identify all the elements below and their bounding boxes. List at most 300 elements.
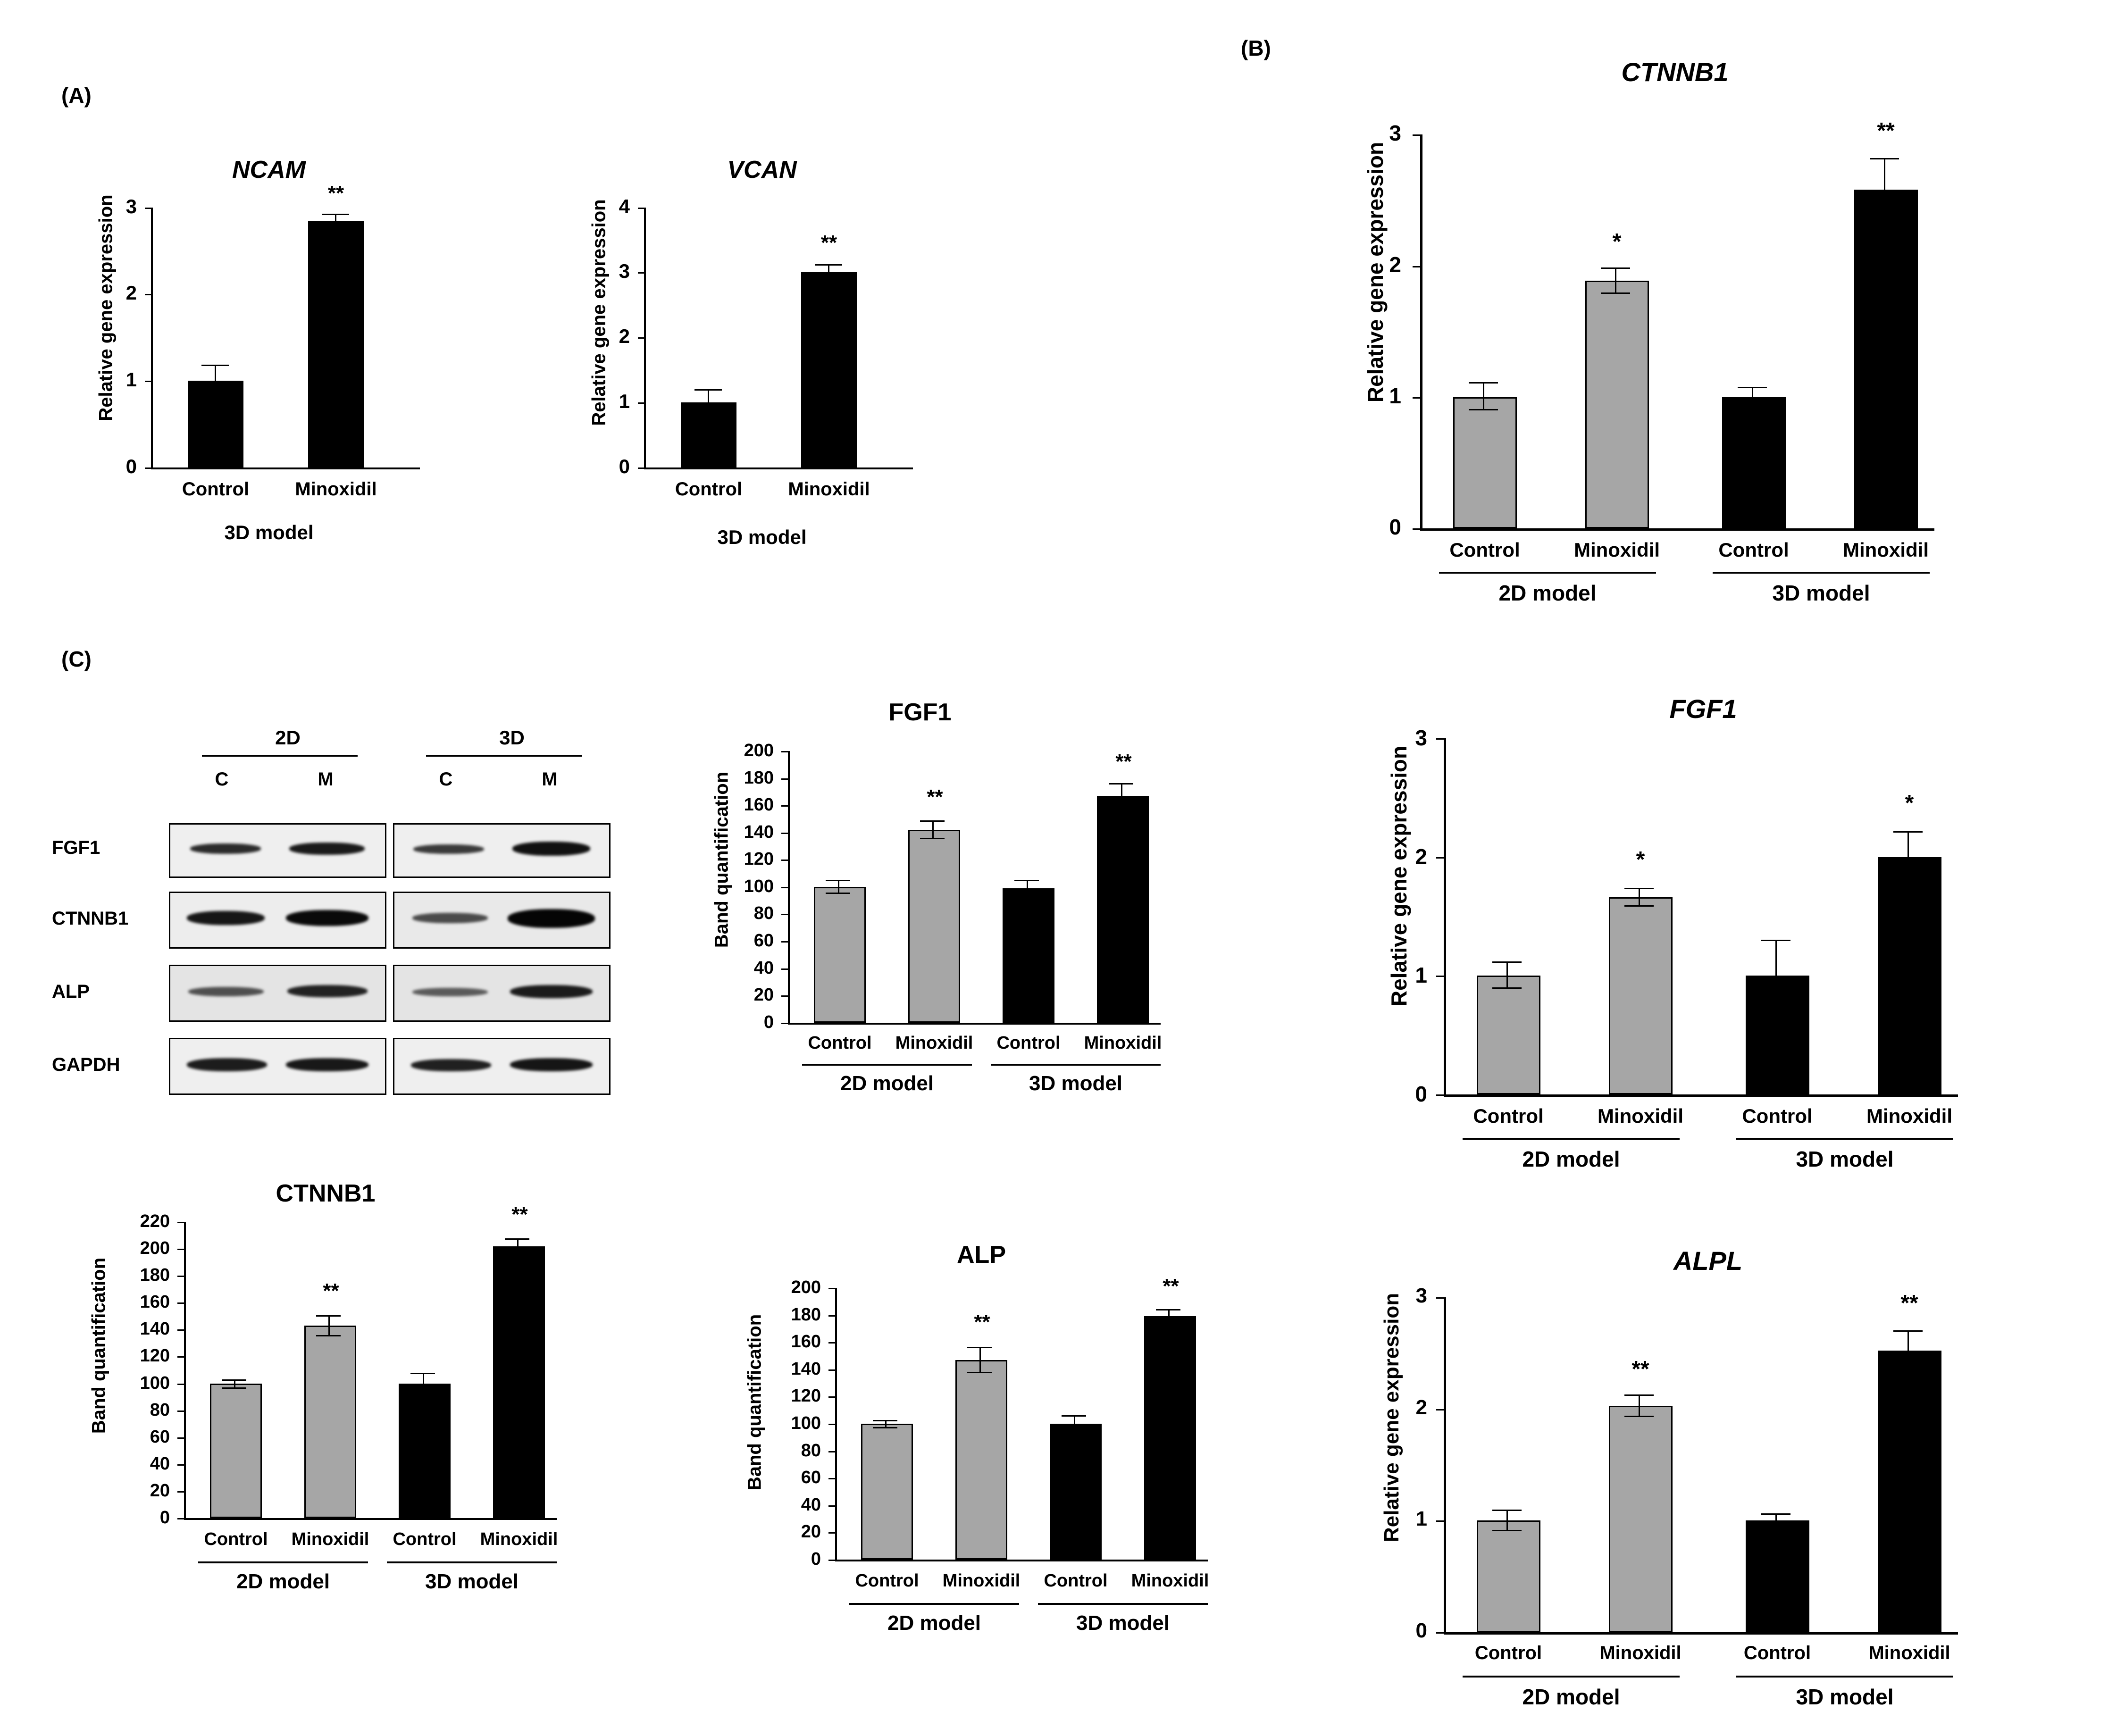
error-cap xyxy=(1156,1322,1180,1323)
error-cap xyxy=(920,838,945,839)
y-tick xyxy=(177,1249,184,1250)
group-rule xyxy=(1463,1676,1680,1678)
y-tick-label: 20 xyxy=(150,1481,170,1501)
error-cap xyxy=(1062,1431,1086,1432)
y-tick-label: 2 xyxy=(1389,252,1401,277)
error-bar xyxy=(1775,940,1777,1011)
error-bar xyxy=(1483,382,1484,410)
y-tick xyxy=(1436,738,1445,740)
x-tick-label: Control xyxy=(182,479,250,500)
error-cap xyxy=(316,1335,341,1336)
error-cap xyxy=(826,880,850,881)
group-rule xyxy=(198,1561,368,1563)
blot-band xyxy=(512,842,590,856)
group-label: 2D model xyxy=(840,1072,934,1095)
panel-letter-c: (C) xyxy=(61,647,92,671)
group-rule xyxy=(802,1064,972,1066)
group-label: 3D model xyxy=(1076,1611,1170,1635)
y-tick-label: 220 xyxy=(140,1211,170,1231)
y-tick xyxy=(1436,1409,1445,1410)
y-tick xyxy=(177,1437,184,1439)
x-tick-label: Minoxidil xyxy=(1843,539,1929,561)
error-cap xyxy=(1492,961,1522,963)
y-tick xyxy=(1436,1632,1445,1634)
y-tick-label: 200 xyxy=(791,1277,821,1297)
x-tick-label: Control xyxy=(204,1529,268,1549)
y-tick-label: 3 xyxy=(125,195,137,217)
chart-title: VCAN xyxy=(727,156,797,184)
error-bar xyxy=(335,214,336,230)
error-cap xyxy=(322,214,349,215)
blot-band-box-fgf1-2d xyxy=(169,823,386,878)
y-axis-label: Relative gene expression xyxy=(1387,745,1411,1007)
chart-fgf1-qpcr xyxy=(1302,693,2104,1189)
error-cap xyxy=(1738,387,1767,388)
significance-marker: * xyxy=(1905,791,1914,816)
error-cap xyxy=(222,1387,246,1389)
group-label: 2D model xyxy=(1498,581,1597,605)
y-tick-label: 120 xyxy=(791,1386,821,1406)
x-tick-label: Minoxidil xyxy=(480,1529,558,1549)
y-tick xyxy=(828,1560,835,1561)
y-tick-label: 0 xyxy=(763,1012,774,1032)
y-tick xyxy=(177,1464,184,1466)
group-label: 2D model xyxy=(1522,1147,1620,1171)
x-axis xyxy=(184,1518,557,1520)
error-cap xyxy=(1624,888,1654,889)
x-tick-label: Control xyxy=(1718,539,1789,561)
y-tick xyxy=(1413,528,1421,530)
panel-letter-b: (B) xyxy=(1241,36,1271,60)
bar xyxy=(493,1246,545,1518)
error-bar xyxy=(1168,1309,1170,1323)
blot-row-label-gapdh: GAPDH xyxy=(52,1054,120,1075)
error-cap xyxy=(410,1373,435,1374)
y-tick xyxy=(1436,857,1445,859)
y-axis-label: Relative gene expression xyxy=(588,199,610,426)
y-tick-label: 0 xyxy=(1415,1619,1427,1642)
error-cap xyxy=(967,1372,992,1373)
blot-band-box-gapdh-3d xyxy=(393,1038,611,1095)
y-tick xyxy=(1436,1297,1445,1299)
y-tick-label: 2 xyxy=(125,282,137,304)
y-tick-label: 80 xyxy=(753,903,774,923)
y-tick xyxy=(638,467,644,469)
y-tick-label: 1 xyxy=(125,368,137,391)
x-tick-label: Minoxidil xyxy=(1866,1105,1952,1127)
error-cap xyxy=(1738,405,1767,407)
y-axis xyxy=(1444,738,1446,1097)
error-cap xyxy=(1492,1510,1522,1511)
y-tick-label: 1 xyxy=(1415,1507,1427,1530)
y-tick-label: 0 xyxy=(159,1508,170,1527)
error-cap xyxy=(1014,880,1039,881)
error-bar xyxy=(1752,387,1753,407)
error-cap xyxy=(1601,267,1630,269)
y-tick-label: 40 xyxy=(150,1454,170,1474)
y-tick xyxy=(781,887,788,888)
chart-ctnnb1-qpcr xyxy=(1274,57,2076,646)
y-tick-label: 4 xyxy=(619,195,630,217)
x-tick-label: Minoxidil xyxy=(1131,1571,1209,1591)
y-tick xyxy=(781,995,788,997)
y-tick xyxy=(828,1532,835,1534)
significance-marker: ** xyxy=(1900,1291,1918,1316)
y-axis-label: Band quantification xyxy=(744,1314,765,1491)
blot-band xyxy=(190,843,261,854)
error-cap xyxy=(1761,940,1790,941)
error-cap xyxy=(815,264,842,266)
y-tick xyxy=(781,941,788,943)
y-tick-label: 80 xyxy=(801,1441,821,1461)
error-cap xyxy=(201,365,229,366)
error-cap xyxy=(1601,292,1630,294)
error-bar xyxy=(423,1373,424,1394)
y-tick xyxy=(177,1222,184,1223)
y-tick-label: 1 xyxy=(1415,963,1427,987)
significance-marker: ** xyxy=(1877,118,1895,143)
y-tick xyxy=(145,208,151,209)
error-cap xyxy=(1014,895,1039,897)
y-tick xyxy=(828,1288,835,1289)
error-cap xyxy=(1109,806,1133,808)
error-bar xyxy=(708,389,709,409)
error-cap xyxy=(1893,1370,1923,1372)
bar xyxy=(908,830,960,1023)
y-tick-label: 0 xyxy=(811,1549,821,1569)
bar xyxy=(210,1384,262,1518)
x-axis xyxy=(835,1560,1208,1561)
blot-band xyxy=(412,913,488,923)
y-axis xyxy=(151,208,153,469)
chart-alp-band xyxy=(684,1241,1297,1712)
y-tick xyxy=(145,294,151,295)
y-tick-label: 40 xyxy=(801,1495,821,1515)
bar xyxy=(955,1360,1007,1560)
chart-title: CTNNB1 xyxy=(1621,57,1729,87)
x-tick-label: Control xyxy=(675,479,743,500)
x-tick-label: Control xyxy=(996,1033,1061,1053)
y-tick xyxy=(828,1424,835,1425)
y-tick-label: 100 xyxy=(140,1373,170,1393)
y-tick xyxy=(781,1023,788,1024)
error-bar xyxy=(1907,1330,1909,1372)
y-axis xyxy=(835,1288,837,1561)
group-rule xyxy=(1439,572,1656,574)
chart-title: FGF1 xyxy=(888,699,952,726)
y-tick xyxy=(177,1518,184,1519)
error-bar xyxy=(1506,1510,1508,1531)
significance-marker: ** xyxy=(511,1203,528,1226)
x-tick-label: Control xyxy=(1473,1105,1544,1127)
y-tick-label: 120 xyxy=(744,849,774,869)
error-cap xyxy=(1870,158,1899,159)
chart-title: CTNNB1 xyxy=(276,1180,376,1207)
y-tick xyxy=(781,914,788,915)
blot-band-box-ctnnb1-2d xyxy=(169,892,386,949)
y-tick xyxy=(828,1478,835,1479)
bar xyxy=(861,1424,913,1560)
error-cap xyxy=(694,408,722,409)
x-tick-label: Control xyxy=(393,1529,457,1549)
x-axis xyxy=(151,467,420,469)
blot-row-label-alp: ALP xyxy=(52,981,90,1002)
x-tick-label: Minoxidil xyxy=(1598,1105,1683,1127)
error-cap xyxy=(1469,382,1498,384)
significance-marker: ** xyxy=(1163,1275,1179,1298)
error-cap xyxy=(222,1379,246,1381)
error-cap xyxy=(1062,1415,1086,1417)
blot-col-rule-3d xyxy=(426,755,582,757)
y-tick-label: 3 xyxy=(619,260,630,282)
y-tick-label: 2 xyxy=(619,325,630,347)
error-bar xyxy=(517,1238,519,1255)
blot-band xyxy=(187,911,265,925)
bar xyxy=(399,1384,451,1518)
group-rule xyxy=(1736,1138,1953,1140)
y-tick-label: 3 xyxy=(1415,726,1427,750)
bar xyxy=(681,402,736,467)
y-axis-label: Relative gene expression xyxy=(95,194,117,421)
group-label: 2D model xyxy=(1522,1685,1620,1709)
y-tick xyxy=(781,860,788,861)
y-tick-label: 60 xyxy=(150,1427,170,1447)
group-rule xyxy=(1463,1138,1680,1140)
x-axis xyxy=(788,1023,1161,1025)
y-tick-label: 140 xyxy=(140,1319,170,1339)
blot-band-box-gapdh-2d xyxy=(169,1038,386,1095)
y-tick-label: 60 xyxy=(753,931,774,951)
error-cap xyxy=(920,820,945,822)
group-label: 3D model xyxy=(1772,581,1870,605)
error-cap xyxy=(1761,1513,1790,1515)
bar xyxy=(304,1326,356,1518)
y-tick-label: 120 xyxy=(140,1346,170,1366)
y-tick xyxy=(781,805,788,807)
x-tick-label: Minoxidil xyxy=(1599,1643,1682,1663)
x-axis-label: 3D model xyxy=(224,521,314,543)
y-tick-label: 3 xyxy=(1389,121,1401,145)
blot-lane-header-2d-c: C xyxy=(215,769,229,790)
bar xyxy=(1854,190,1918,528)
bar xyxy=(1585,281,1649,528)
significance-marker: ** xyxy=(927,785,943,809)
bar xyxy=(1609,1406,1673,1632)
x-tick-label: Control xyxy=(1044,1571,1108,1591)
y-tick xyxy=(1436,1520,1445,1522)
y-tick xyxy=(638,272,644,274)
y-tick-label: 1 xyxy=(619,390,630,412)
y-tick-label: 20 xyxy=(801,1522,821,1542)
group-label: 2D model xyxy=(236,1570,330,1593)
error-cap xyxy=(505,1253,529,1255)
significance-marker: ** xyxy=(1115,750,1132,773)
error-cap xyxy=(1469,409,1498,410)
x-tick-label: Minoxidil xyxy=(1868,1643,1950,1663)
y-tick xyxy=(1436,976,1445,977)
error-bar xyxy=(1027,880,1028,897)
y-tick xyxy=(638,402,644,404)
y-tick xyxy=(828,1315,835,1317)
error-cap xyxy=(1492,1530,1522,1531)
error-cap xyxy=(967,1347,992,1348)
blot-lane-header-3d-m: M xyxy=(542,769,558,790)
error-bar xyxy=(932,820,934,839)
x-tick-label: Minoxidil xyxy=(788,479,870,500)
y-tick-label: 0 xyxy=(1389,515,1401,539)
y-tick xyxy=(1413,397,1421,399)
y-tick xyxy=(781,833,788,834)
error-bar xyxy=(1506,961,1508,989)
bar xyxy=(801,272,857,467)
y-axis-label: Band quantification xyxy=(711,771,732,948)
y-tick xyxy=(177,1329,184,1331)
error-cap xyxy=(873,1420,897,1421)
x-tick-label: Control xyxy=(1743,1643,1811,1663)
blot-band xyxy=(287,985,368,997)
y-tick xyxy=(177,1410,184,1412)
bar xyxy=(1746,976,1809,1094)
y-tick-label: 80 xyxy=(150,1400,170,1420)
error-bar xyxy=(1907,831,1909,883)
bar xyxy=(1878,857,1941,1094)
error-cap xyxy=(873,1427,897,1428)
bar xyxy=(1003,888,1054,1023)
y-tick xyxy=(828,1342,835,1344)
y-tick-label: 2 xyxy=(1415,1396,1427,1419)
blot-band xyxy=(413,844,484,854)
x-tick-label: Control xyxy=(1742,1105,1813,1127)
significance-marker: ** xyxy=(1631,1357,1649,1382)
y-tick-label: 20 xyxy=(753,985,774,1005)
error-bar xyxy=(1884,158,1885,222)
error-cap xyxy=(1624,1394,1654,1396)
error-cap xyxy=(1893,831,1923,833)
y-tick-label: 0 xyxy=(125,455,137,477)
blot-band xyxy=(286,910,368,926)
bar xyxy=(308,221,364,467)
chart-title: NCAM xyxy=(232,156,306,184)
group-label: 3D model xyxy=(425,1570,519,1593)
y-axis-label: Relative gene expression xyxy=(1380,1293,1403,1543)
x-axis-label: 3D model xyxy=(717,526,807,548)
x-tick-label: Minoxidil xyxy=(291,1529,369,1549)
panel-letter-a: (A) xyxy=(61,83,92,108)
x-tick-label: Minoxidil xyxy=(1574,539,1660,561)
chart-ncam xyxy=(80,156,458,609)
y-tick-label: 180 xyxy=(791,1305,821,1325)
y-axis xyxy=(184,1222,186,1520)
y-tick-label: 180 xyxy=(744,768,774,788)
y-tick xyxy=(177,1302,184,1304)
error-cap xyxy=(826,893,850,894)
blot-band-box-ctnnb1-3d xyxy=(393,892,611,949)
y-tick-label: 100 xyxy=(744,876,774,896)
y-tick xyxy=(1436,1094,1445,1096)
bar xyxy=(1477,1520,1540,1632)
y-tick-label: 60 xyxy=(801,1468,821,1487)
error-cap xyxy=(1893,1330,1923,1332)
y-tick xyxy=(177,1356,184,1358)
bar xyxy=(1097,796,1149,1023)
chart-vcan xyxy=(573,156,951,609)
bar xyxy=(814,887,866,1023)
x-tick-label: Control xyxy=(855,1571,919,1591)
x-axis xyxy=(1420,528,1934,531)
blot-col-rule-2d xyxy=(202,755,358,757)
y-axis-label: Band quantification xyxy=(88,1257,109,1434)
y-tick xyxy=(177,1491,184,1493)
y-tick-label: 100 xyxy=(791,1413,821,1433)
x-tick-label: Control xyxy=(1474,1643,1542,1663)
x-tick-label: Control xyxy=(808,1033,872,1053)
error-bar xyxy=(328,1315,330,1336)
y-tick-label: 160 xyxy=(744,795,774,815)
y-tick-label: 200 xyxy=(140,1238,170,1258)
blot-lane-header-2d-m: M xyxy=(318,769,334,790)
y-tick-label: 160 xyxy=(140,1292,170,1312)
blot-band xyxy=(510,1058,593,1071)
group-label: 3D model xyxy=(1029,1072,1123,1095)
x-tick-label: Minoxidil xyxy=(895,1033,973,1053)
y-tick xyxy=(828,1451,835,1452)
y-tick xyxy=(781,778,788,780)
group-label: 2D model xyxy=(887,1611,981,1635)
y-tick xyxy=(177,1384,184,1385)
chart-fgf1-band xyxy=(651,698,1264,1170)
blot-col-header-3d: 3D xyxy=(499,726,525,749)
y-tick xyxy=(145,467,151,469)
y-tick xyxy=(828,1369,835,1371)
x-tick-label: Minoxidil xyxy=(1084,1033,1162,1053)
y-tick-label: 160 xyxy=(791,1332,821,1352)
error-bar xyxy=(1775,1513,1777,1528)
y-tick-label: 2 xyxy=(1415,844,1427,869)
error-cap xyxy=(316,1315,341,1317)
chart-ctnnb1-band xyxy=(28,1179,642,1679)
group-rule xyxy=(849,1603,1019,1605)
error-cap xyxy=(1870,220,1899,222)
y-tick-label: 0 xyxy=(1415,1082,1427,1106)
error-cap xyxy=(1761,1527,1790,1528)
group-rule xyxy=(387,1561,557,1563)
chart-title: FGF1 xyxy=(1669,694,1737,724)
error-cap xyxy=(505,1238,529,1240)
y-tick xyxy=(781,751,788,752)
error-bar xyxy=(215,365,216,391)
error-cap xyxy=(201,390,229,391)
y-tick xyxy=(828,1396,835,1398)
group-rule xyxy=(1736,1676,1953,1678)
bar xyxy=(1453,397,1517,528)
blot-band xyxy=(411,1059,491,1071)
blot-band-box-fgf1-3d xyxy=(393,823,611,878)
x-tick-label: Control xyxy=(1449,539,1520,561)
y-axis xyxy=(788,751,790,1025)
significance-marker: ** xyxy=(323,1279,339,1302)
x-tick-label: Minoxidil xyxy=(942,1571,1021,1591)
blot-row-label-fgf1: FGF1 xyxy=(52,837,100,858)
error-cap xyxy=(1109,783,1133,785)
y-axis-label: Relative gene expression xyxy=(1363,142,1388,403)
chart-title: ALPL xyxy=(1673,1246,1743,1276)
y-tick xyxy=(177,1276,184,1277)
group-rule xyxy=(1038,1603,1208,1605)
error-cap xyxy=(322,229,349,230)
y-tick-label: 0 xyxy=(619,455,630,477)
error-bar xyxy=(979,1347,981,1373)
x-axis xyxy=(644,467,913,469)
